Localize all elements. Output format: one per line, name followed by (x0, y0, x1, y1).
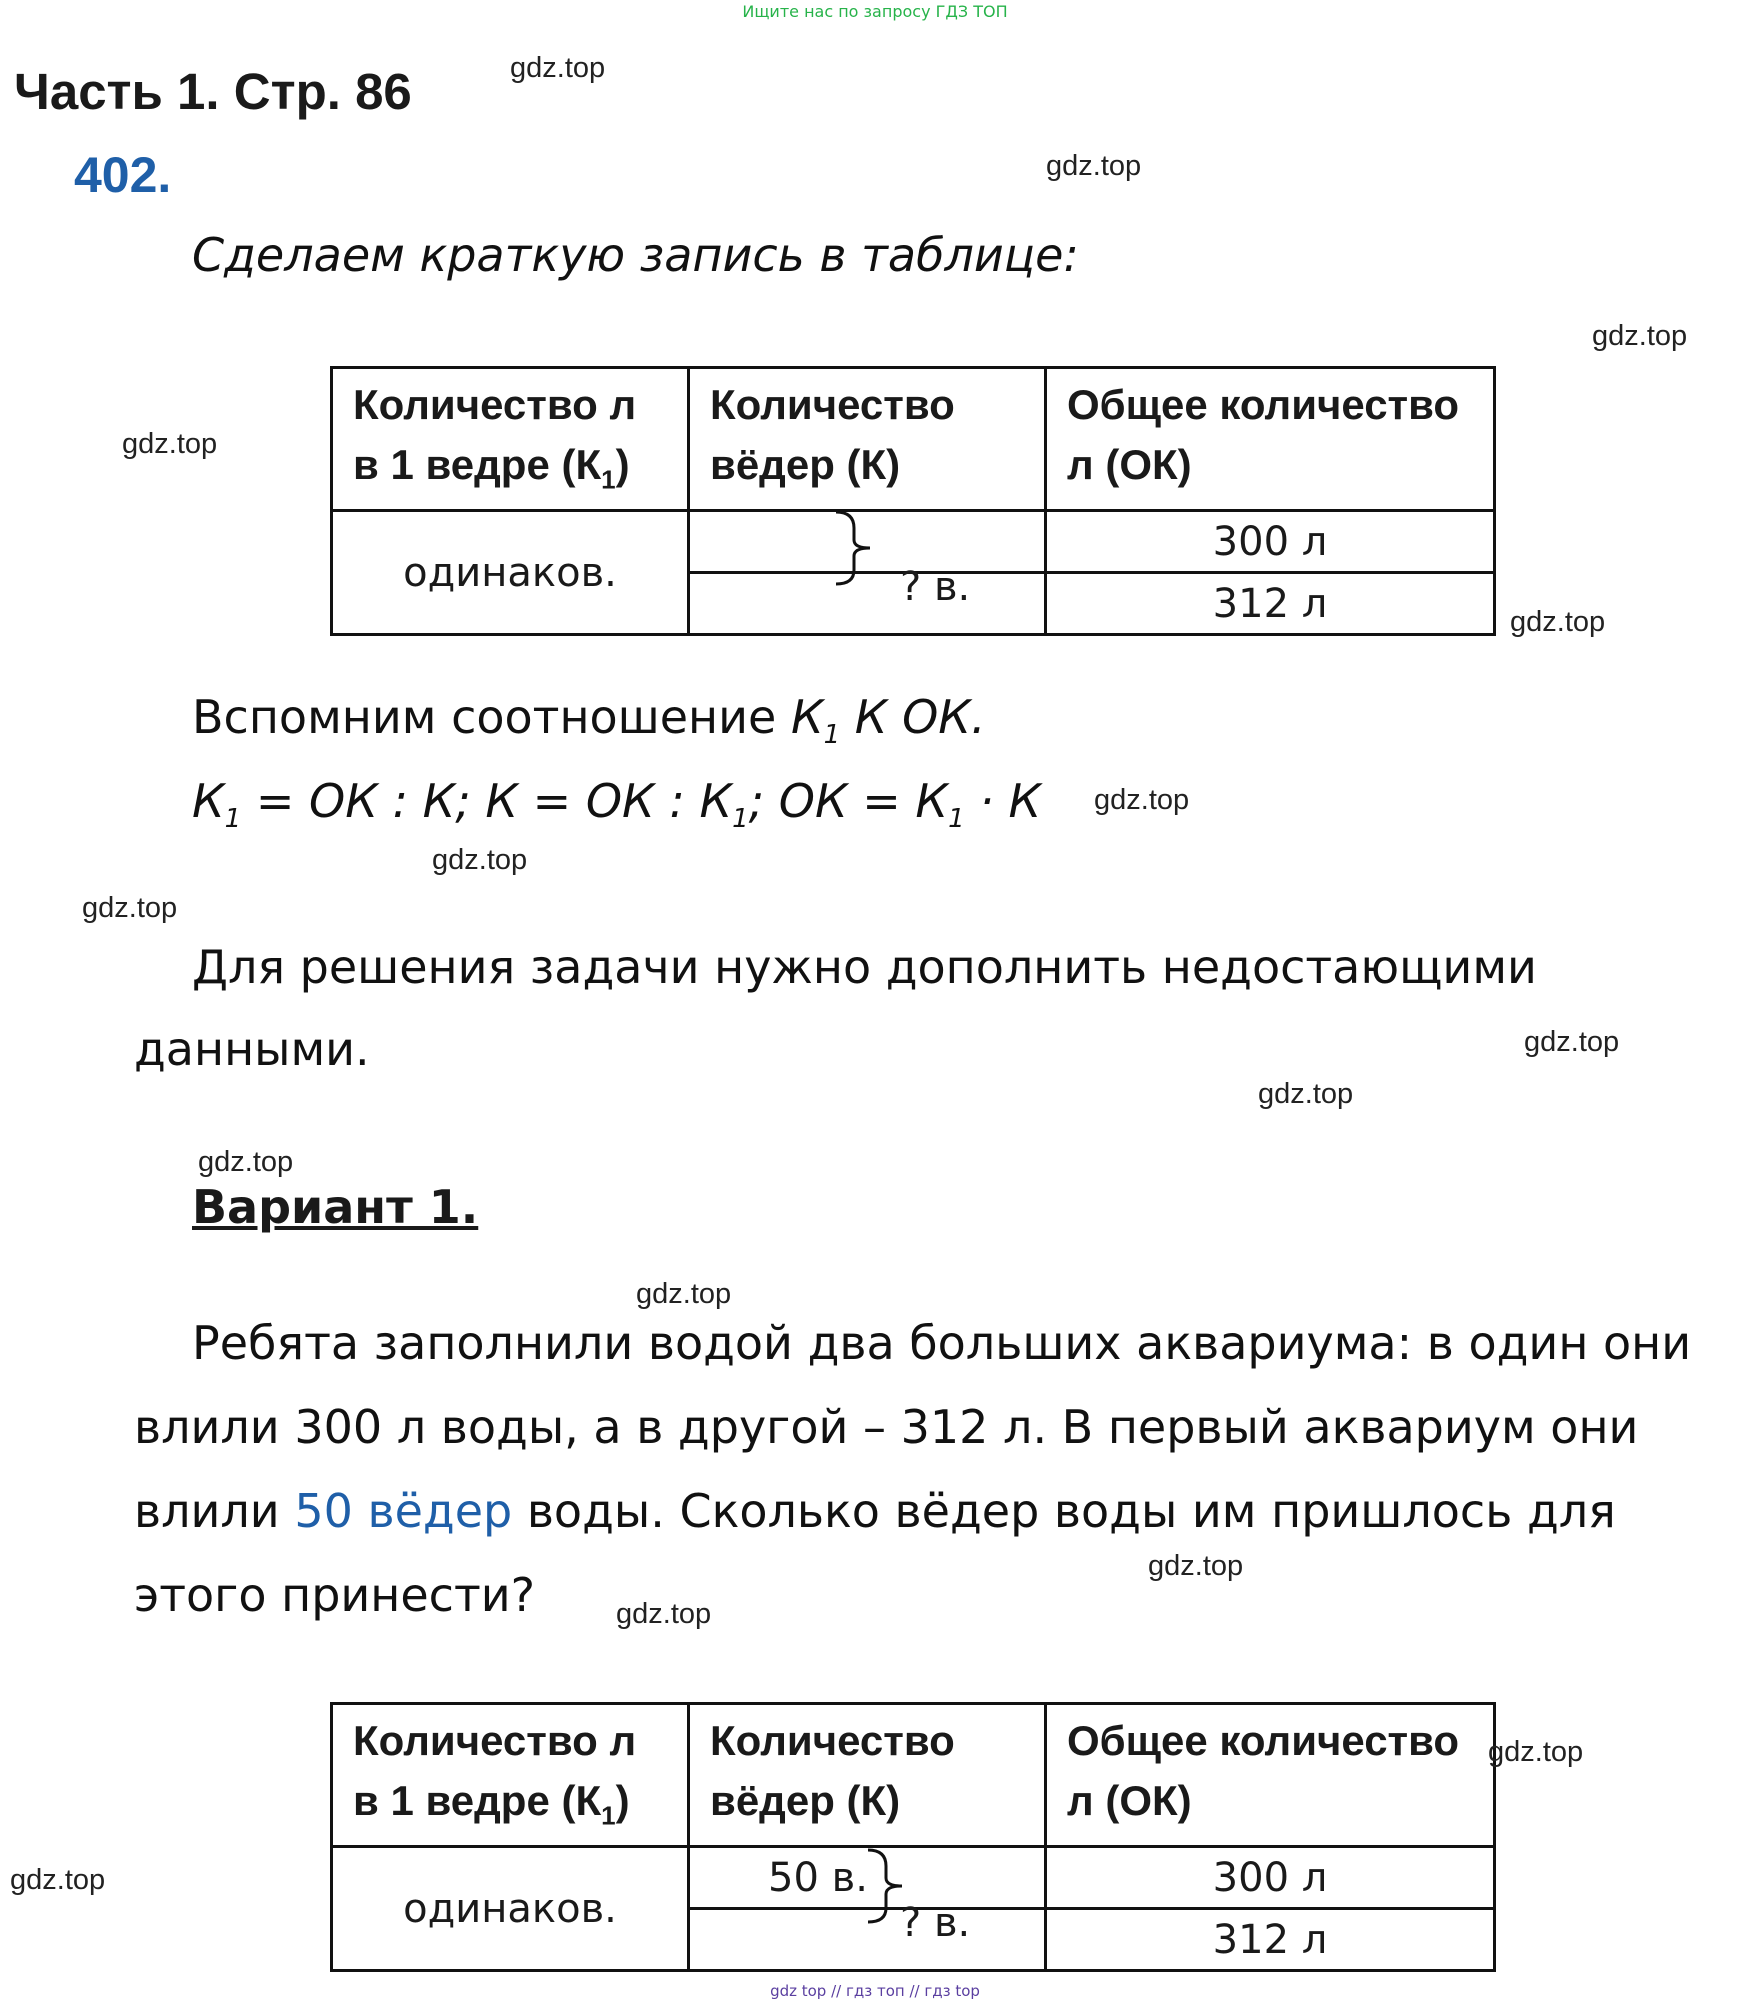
question-buckets: ? в. (900, 564, 971, 610)
watermark: gdz.top (1148, 1550, 1244, 1582)
header-total: Общее количество л (ОК) (1046, 368, 1495, 511)
problem-line1: Ребята заполнили водой два больших аквариума: в один они (192, 1316, 1692, 1370)
watermark: gdz.top (198, 1146, 294, 1178)
watermark: gdz.top (636, 1278, 732, 1310)
watermark: gdz.top (1094, 784, 1190, 816)
brace-icon (830, 508, 890, 588)
header-bucket-count: Количество вёдер (К) (689, 1704, 1046, 1847)
same-amount-cell: одинаков. (332, 511, 689, 635)
problem-line3: влили 50 вёдер воды. Сколько вёдер воды им пришлось для (134, 1484, 1616, 1538)
watermark: gdz.top (1524, 1026, 1620, 1058)
same-amount-cell: одинаков. (332, 1847, 689, 1971)
header-bucket-count: Количество вёдер (К) (689, 368, 1046, 511)
header-total: Общее количество л (ОК) (1046, 1704, 1495, 1847)
watermark: gdz.top (616, 1598, 712, 1630)
variant-heading: Вариант 1. (192, 1180, 479, 1234)
header-liters-per-bucket: Количество л в 1 ведре $(К_1)$ (332, 368, 689, 511)
watermark: gdz.top (1046, 150, 1142, 182)
total-cell-1: 300 л (1046, 511, 1495, 573)
top-banner[interactable]: Ищите нас по запросу ГДЗ ТОП (742, 2, 1008, 21)
total-cell-2: 312 л (1046, 1909, 1495, 1971)
question-buckets: ? в. (900, 1900, 971, 1946)
watermark: gdz.top (82, 892, 178, 924)
need-text-line1: Для решения задачи нужно дополнить недостающими (192, 940, 1537, 994)
problem-line2: влили 300 л воды, а в другой – 312 л. В первый аквариум они (134, 1400, 1639, 1454)
need-text-line2: данными. (134, 1022, 370, 1076)
watermark: gdz.top (510, 52, 606, 84)
footer-links[interactable]: gdz top // гдз топ // гдз top (770, 1982, 980, 2000)
header-liters-per-bucket: Количество л в 1 ведре $(К_1)$ (332, 1704, 689, 1847)
total-cell-1: 300 л (1046, 1847, 1495, 1909)
page-title: Часть 1. Стр. 86 (14, 63, 412, 120)
buckets-value-1: 50 в. (768, 1854, 868, 1901)
formula: $К_1$ = ОК : К; К = ОК : $К_1$; ОК = $К_1 \cdot К$ (192, 774, 1042, 835)
recall-text: Вспомним соотношение $К_1$ К ОК. (192, 690, 986, 751)
task-number: 402. (74, 147, 172, 203)
watermark: gdz.top (10, 1864, 106, 1896)
watermark: gdz.top (122, 428, 218, 460)
watermark: gdz.top (1488, 1736, 1584, 1768)
total-cell-2: 312 л (1046, 573, 1495, 635)
problem-line4: этого принести? (134, 1568, 536, 1622)
watermark: gdz.top (432, 844, 528, 876)
intro-text: Сделаем краткую запись в таблице: (192, 228, 1079, 282)
watermark: gdz.top (1510, 606, 1606, 638)
watermark: gdz.top (1592, 320, 1688, 352)
watermark: gdz.top (1258, 1078, 1354, 1110)
